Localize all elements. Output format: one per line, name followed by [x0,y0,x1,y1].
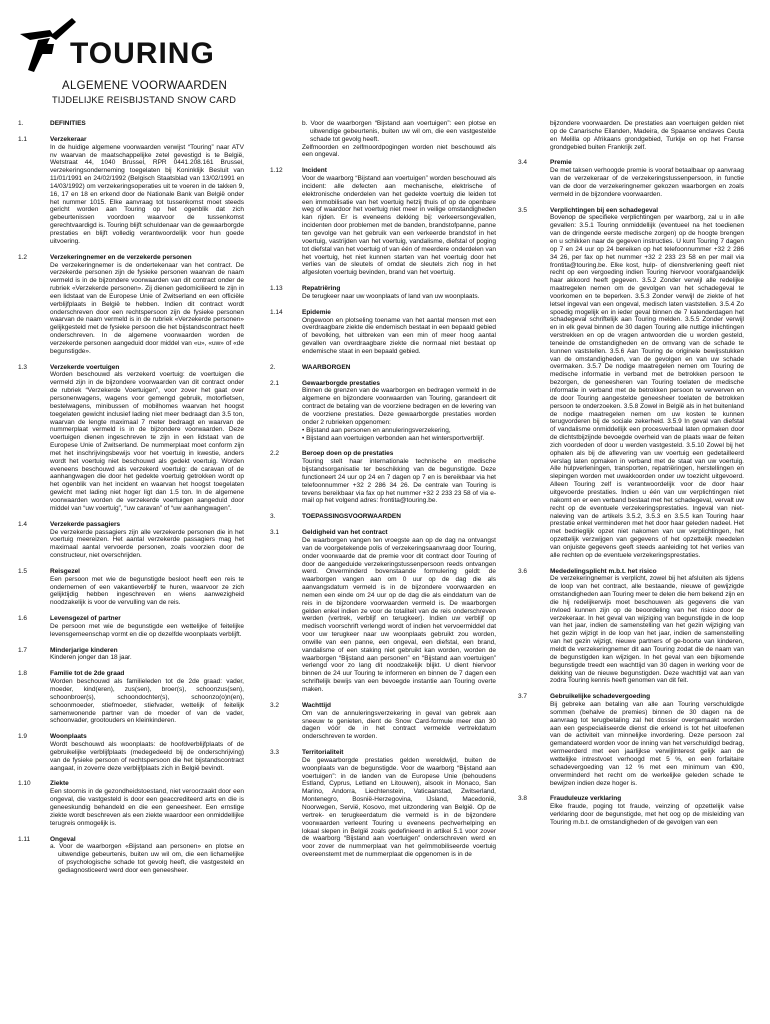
clause-section [18,568,244,607]
clause-title: Geldigheid van het contract [302,529,388,537]
clause-section [270,285,496,301]
clause-section [518,159,744,198]
column-left [18,120,244,883]
column-middle [270,120,496,867]
clause-body: Bij gebreke aan betaling van alle aan Touring verschuldigde sommen (behalve de premies) binnen de 30 dagen na de aanvraag tot terugbetaling zal het dossier overgemaakt worden aan een gespecialiseerde dienst die erkend is tot het uitoefenen van de activiteit van minnelijke invordering. Deze persoon zal gemandateerd worden voor de inning van het verschuldigd bedrag, vermeerderd met een jaarlijkse verwijlinterest gelijk aan de wettelijke intrestvoet verhoogd met 5 %, en een forfaitaire schadevergoeding van 12 % met een minimum van €90, onverminderd het recht om de werkelijke geleden schade te bewijzen indien deze hoger is. [550,701,744,787]
clause-title: Territorialiteit [302,749,344,757]
clause-body: Zelfmoorden en zelfmoordpogingen worden niet beschouwd als een ongeval. [302,143,496,159]
clause-title: Verzekeringnemer en de verzekerde personen [50,253,192,261]
clause-title: Minderjarige kinderen [50,646,118,654]
clause-section [270,702,496,741]
clause-number: 1. [18,120,24,127]
clause-section [18,521,244,560]
clause-body: De gewaarborgde prestaties gelden wereldwijd, buiten de woonplaats van de begunstigde. Voor de waarborg “Bijstand aan voertuigen”: in de landen van de Europese Unie (behoudens Estland, Cyprus, Letland en Litouwen), alsook in Monaco, San Marino, Andorra, Liechtenstein, Vaticaanstad, Zwitserland, Montenegro, Bosnië-Herzegovina, IJsland, Macedonië, Noorwegen, Servië, Kosovo, met uitzondering van België. Op de vertrek- en terugkeerdatum die vermeld is in de bijzondere voorwaarden verleent Touring u eveneens pechverhelping en lokaal slepen in België zoals gedefinieerd in artikel 5.1 voor zover de waarborg “Bijstand aan voertuigen” onderschreven werd en voor zover de nummerplaat van het geïmmobiliseerde voertuig overeenstemt met de nummerplaat die opgenomen is in de [302,756,496,859]
clause-body: Wordt beschouwd als woonplaats: de hoofdverblijfplaats of de gebruikelijke verblijfplaats (medegedeeld bij de onderschrijving) van de fysieke persoon of rechtspersoon die het bijstandscontract aangaat, in zoverre deze verblijfplaats zich in België bevindt. [50,741,244,772]
clause-body: Ongewoon en plotseling toename van het aantal mensen met een overdraagbare ziekte die endemisch bestaat in een bepaald gebied of bevolking, het uitbreken van een min of meer hoog aantal gevallen van overdraagbare ziekte die normaal niet bestaat op endemische staat in een bepaald gebied. [302,316,496,355]
clause-section [18,120,244,128]
clause-section [270,529,496,694]
clause-number: 1.1 [18,135,28,143]
clause-title: Verzekerde passagiers [50,520,121,528]
clause-title: Gewaarborgde prestaties [302,379,381,387]
clause-number: 3.4 [518,159,528,167]
clause-section [18,836,244,875]
clause-number: 1.9 [18,733,28,741]
clause-title: Verzekerde voertuigen [50,363,120,371]
clause-body: Voor de waarborg “Bijstand aan voertuigen” worden beschouwd als incident: alle defecten aan mechanische, elektrische of elektronische onderdelen van het gedekte voertuig die leiden tot een immobilisatie van het voertuig hetzij thuis of op de openbare weg of waardoor het voertuig niet meer in veilige omstandigheden kan rijden. Er is eveneens dekking bij: verkeersongevallen, incidenten door problemen met de banden, brandstofpanne, panne ten gevolge van het gebruik van een verkeerde brandstof in het voertuig, vastrijden van het voertuig, vandalisme, diefstal of poging tot diefstal van het voertuig of van één of meerdere onderdelen van het voertuig, het niet kunnen starten van het voertuig door het verlies van de sleutels of omdat de sleutels zich nog in het afgesloten voertuig bevinden, brand van het voertuig. [302,175,496,277]
clause-body: Elke fraude, poging tot fraude, veinzing of opzettelijk valse verklaring door de begunstigde, met het oog op de misleiding van Touring m.b.t. de omstandigheden of de gevolgen van een [550,803,744,826]
clause-section [518,693,744,787]
clause-title: Verplichtingen bij een schadegeval [550,206,659,214]
clause-number: 2. [270,363,276,371]
clause-title: TOEPASSINGSVOORWAARDEN [302,513,401,521]
clause-body: Binnen de grenzen van de waarborgen en bedragen vermeld in de algemene en bijzondere voorwaarden van Touring, garandeert dit contract de betaling van de voorziene bedragen en de levering van de voorziene prestaties. Deze gewaarborgde prestaties worden onder 2 rubrieken opgenomen: [302,387,496,426]
clause-title: WAARBORGEN [302,363,351,371]
clause-title: Gebruikelijke schadevergoeding [550,693,651,701]
clause-section [518,207,744,560]
clause-section [518,795,744,826]
clause-section [270,309,496,356]
clause-section [18,615,244,639]
clause-title: Ongeval [50,835,76,843]
clause-title: Epidemie [302,308,331,316]
clause-body: De met taksen verhoogde premie is vooraf betaalbaar op aanvraag van de verzekeraar of de verzekeringstussenpersoon, in functie van de door de verzekeringnemer gekozen waarborgen en zoals vermeld in de bijzondere voorwaarden. [550,167,744,198]
clause-body: Touring stelt haar internationale technische en medische bijstandsorganisatie ter beschikking van de begunstigde. Deze functioneert 24 uur op 24 en 7 dagen op 7 en is bereikbaar via het telefoonnummer +32 2 286 34 26. De centrale van Touring is tevens bereikbaar via fax op het nummer +32 2 233 23 58 of via e-mail op het volgend adres: frontita@touring.be. [302,458,496,505]
clause-section [270,167,496,277]
page-subtitle: TIJDELIJKE REISBIJSTAND SNOW CARD [52,95,237,105]
clause-number: 3.5 [518,206,528,214]
clause-number: 2.2 [270,450,280,458]
touring-logo-mark-icon [16,14,76,74]
clause-number: 1.2 [18,253,28,261]
clause-number: 1.4 [18,520,28,528]
clause-body: Om van de annuleringsverzekering in geval van gebrek aan sneeuw te genieten, dient de Snow Card-formule meer dan 30 dagen vóór de in het contract vermelde vertrekdatum onderschreven te worden. [302,709,496,741]
clause-number: 3.7 [518,693,528,701]
clause-number: 1.8 [18,670,28,678]
clause-number: 3.6 [518,567,528,575]
clause-body: De verzekeringnemer is de ondertekenaar van het contract. De verzekerde personen zijn de fysieke personen waarvan de naam vermeld is in de bijzondere voorwaarden van dit contract onder de rubriek «Verzekerde personen». Zij dienen gedomicilieerd te zijn in een lidstaat van de Europese Unie of Zwitserland en een officiële verblijfplaats in België te hebben. Indien dit contract wordt onderschreven door een rechtspersoon zijn de fysieke personen waarvan de naam vermeld is in de rubriek «Verzekerde personen» gelijkgesteld met de fysieke persoon die het bijstandscontract heeft onderschreven. In de algemene voorwaarden worden de verzekerde personen aangeduid door middel van «u», «uw» of «de begunstigde». [50,261,244,355]
clause-body: Een persoon met wie de begunstigde besloot heeft een reis te ondernemen of een vakantieverblijf te huren, waarvoor ze zich gelijktijdig hebben ingeschreven en wiens aanwezigheid noodzakelijk is voor de vervulling van de reis. [50,575,244,607]
page-title: ALGEMENE VOORWAARDEN [62,80,228,92]
clause-number: 1.7 [18,646,28,654]
clause-title: Premie [550,159,572,167]
clause-title: Frauduleuze verklaring [550,795,622,803]
clause-number: 2.1 [270,379,280,387]
clause-number: 1.10 [18,780,31,788]
clause-section [18,364,244,513]
clause-section [518,568,744,686]
clause-list-item: b. Voor de waarborgen “Bijstand aan voertuigen”: een plotse en uitwendige gebeurtenis, buiten uw wil om, die een vastgestelde schade tot gevolg heeft. [302,120,496,143]
clause-number: 1.3 [18,363,28,371]
clause-title: Wachttijd [302,701,332,709]
clause-number: 3.3 [270,749,280,757]
clause-section [270,749,496,859]
clause-title: Verzekeraar [50,135,87,143]
clause-body: Worden beschouwd als familieleden tot de 2de graad: vader, moeder, kind(eren), zus(sen), broer(s), schoonzus(sen), schoonbroer(s), schoondochter(s), schoonzo(o)n(en), schoonmoeder, stiefmoeder, stiefvader, wettelijk of feitelijk samenwonende partner van de moeder of van de vader, schoonvader, grootouders en kleinkinderen. [50,678,244,725]
brand-name: TOURING [70,37,215,70]
clause-section [18,647,244,663]
clause-title: Levensgezel of partner [50,615,121,623]
clause-title: Woonplaats [50,733,87,741]
clause-body: bijzondere voorwaarden. De prestaties aan voertuigen gelden niet op de Canarische Eilanden, Madeira, de Spaanse enclaves Ceuta en Melilla op Afrikaans grondgebied, Turkije en op het Franse grondgebied buiten Frankrijk zelf. [550,120,744,151]
clause-body: Bovenop de specifieke verplichtingen per waarborg, zal u in alle gevallen: 3.5.1 Touring onmiddellijk (eventueel na het toedienen van de dringende eerste medische zorgen) op de hoogte brengen en u schikken naar de gegeven instructies. U kunt Touring 7 dagen op 7 en 24 uur op 24 bereiken op het telefoonnummer +32 2 286 34 26, per fax op het nummer +32 2 233 23 58 en per mail via frontita@touring.be. Elke kost, hulp- of dienstverlening geeft niet recht op een vergoeding indien Touring hiervoor voorafgaandelijk haar akkoord heeft gegeven. 3.5.2 Zonder verwijl alle redelijke maatregelen nemen om de gevolgen van het schadegeval te voorkomen en te beperken. 3.5.3 Zonder verwijl de ziekte of het letsel ingeval van een ongeval, medisch laten vaststellen. 3.5.4 Zo spoedig mogelijk en in ieder geval binnen de 7 kalenderdagen het schadegeval schriftelijk aan Touring melden. 3.5.5 Zonder verwijl en in elk geval binnen de 30 dagen Touring alle nuttige inlichtingen verstrekken en op de vragen antwoorden die u worden gesteld, teneinde de omstandigheden en de omvang van de schade te kunnen vaststellen. 3.5.6 Aan Touring de originele bewijsstukken van de omstandigheden, van de gevolgen en van uw schade overmaken. 3.5.7 De nodige maatregelen nemen om Touring de medische informatie in verband met de betrokken persoon te bezorgen, de geneesheren van Touring toelaten de medische informatie in verband met de betrokken persoon te verwerven en de door Touring aangestelde geneesheer toelaten de betrokken persoon te onderzoeken. 3.5.8 Zowel in België als in het buitenland de nodige maatregelen nemen om uw kosten te kunnen terugvorderen bij de sociale zekerheid. 3.5.9 In geval van diefstal of vandalisme onmiddellijk een procesverbaal laten opmaken door de dichtstbijzijnde bevoegde overheid van de plaats waar de feiten zich voordeden of door u werden vastgesteld. 3.5.10 Zowel bij het ophalen als bij de aflevering van uw voertuig een gedetailleerd verslag laten opmaken in verband met de staat van uw voertuig. Alle hulpverleningen, transporten, repatriëringen, herstellingen en slepingen worden met uwakkoorden onder uw toezicht uitgevoerd. Alleen Touring zelf is verantwoordelijk voor de door haar uitgevoerde prestaties. Indien u één van uw verplichtingen niet nakomt en er een verband bestaat met het schadegeval, vervalt uw recht op de eventuele verzekeringsprestaties. Ingeval van niet-naleving van de artikels 3.5.2, 3.5.3 en 3.5.5 kan Touring haar prestatie enkel verminderen met het door haar geleden nadeel. Het met bedrieglijk opzet niet nakomen van uw verplichtingen, het opzettelijk verzwijgen van gegevens of het opzettelijk meedelen van onjuiste gegevens geeft steeds aanleiding tot het verlies van alle rechten op de eventuele verzekeringsprestaties. [550,214,744,559]
clause-body: Worden beschouwd als verzekerd voertuig: de voertuigen die vermeld zijn in de bijzondere voorwaarden van dit contract onder de rubriek “Verzekerde Voertuigen”, voor zover het gaat over personenwagens, wagens voor gemengd gebruik, motorfietsen, bestelwagens, minibussen of mobilhomes waarvan het hoogst toegelaten gewicht inclusief lading niet meer bedraagt dan 3.5 ton, waarvan de lengte maximaal 7 meter bedraagt en waarvan de nummerplaat vermeld is in de bijzondere voorwaarden. Deze voertuigen dienen ingeschreven te zijn in een lidstaat van de Europese Unie of Zwitserland. De nummerplaat moet conform zijn met het inschrijvingsbewijs voor het voertuig in kwestie, anders wordt het voertuig niet beschouwd als gedekt voertuig. Worden eveneens beschouwd als verzekerd voertuig: de caravan of de aanhangwagen die door het gedekte voertuig getrokken wordt op het ogenblik van het incident en waarvan het hoogst toegelaten gewicht met lading niet hoger ligt dan 1.5 ton. In de algemene voorwaarden worden de verzekerde voertuigen aangeduid door middel van “uw voertuig”, “uw caravan” of “uw aanhangwagen”. [50,371,244,512]
clause-body: In de huidige algemene voorwaarden verwijst “Touring” naar ATV nv waarvan de maatschappelijke zetel gevestigd is te België, Wetstraat 44, 1040 Brussel, RPR 0441.208.161 Brussel, verzekeringsonderneming toegelaten bij Koninklijk Besluit van 11/01/1991 en 24/02/1992 (Belgisch Staatsblad van 13/02/1991 en 14/03/1992) om verzekeringsoperaties uit te voeren in de takken 9, 16, 17 en 18 en erkend door de Nationale Bank van België onder het nummer 1015. Elke aanvraag tot tussenkomst moet steeds gericht worden aan Touring op het ogenblik dat zich gebeurtenissen voordoen waarvoor de tussenkomst gerechtvaardigd is. Touring blijft schuldenaar van de gewaarborgde prestaties en blijft volledig verantwoordelijk voor hun goede uitvoering. [50,143,244,245]
clause-title: Reisgezel [50,567,80,575]
clause-section [18,733,244,772]
clause-section [270,513,496,521]
clause-number: 1.6 [18,615,28,623]
clause-title: Incident [302,167,327,175]
clause-section [270,450,496,505]
clause-section [270,380,496,443]
clause-number: 3.2 [270,701,280,709]
clause-title: Mededelingsplicht m.b.t. het risico [550,567,657,575]
clause-title: Ziekte [50,780,69,788]
touring-logo [16,14,216,76]
clause-body: De waarborgen vangen ten vroegste aan op de dag na ontvangst van de voorgetekende polis of verzekeringsaanvraag door Touring, onder voorwaarde dat de premie voor dit contract door Touring of door de aangeduide verzekeringstussenpersoon reeds ontvangen werd. Onverminderd bovenstaande formulering geldt: de waarborgen vangen aan om 0 uur op de dag die als aanvangsdatum vermeld is in de bijzondere voorwaarden en nemen een einde om 24 uur op de dag die als einddatum van de reis in de bijzondere voorwaarden vermeld is. De waarborgen gelden enkel indien ze voor de totaliteit van de reis onderschreven werden (vertrek, verblijf en terugkeer). Indien uw verblijf op medisch voorschrift verlengd wordt of indien het vervoermiddel dat voor uw terugkeer naar uw woonplaats gebruikt zou worden, onwille van een panne, een ongeval, een diefstal, een brand, vandalisme of een staking niet gebruikt kan worden, worden de waarborgen “Bijstand aan personen” en “Bijstand aan voertuigen” verlengd voor zo lang dit noodzakelijk blijkt. U dient hiervoor binnen de 24 uur Touring te informeren en binnen de 7 dagen een schriftelijk bewijs van een bevoegde instantie aan Touring overte maken. [302,536,496,693]
clause-number: 1.12 [270,167,283,175]
clause-body: De persoon met wie de begunstigde een wettelijke of feitelijke levensgemeenschap vormt en die op dezelfde woonplaats verblijft. [50,622,244,638]
clause-title: Beroep doen op de prestaties [302,450,394,458]
clause-title: DEFINITIES [50,120,86,127]
clause-section [18,670,244,725]
clause-body: De verzekerde passagiers zijn alle verzekerde personen die in het voertuig meereizen. Het aantal verzekerde passagiers mag het maximaal aantal vervoerde personen, zoals voorzien door de constructeur, niet overschrijden. [50,528,244,560]
clause-body: Een stoornis in de gezondheidstoestand, niet veroorzaakt door een ongeval, die vastgesteld is door een geaccrediteerd arts en die is geneeskundig behandeld en die een geneesheer. Een ernstige ziekte wordt beschreven als een ziekte waardoor een onmiddellijke terugreis onmogelijk is. [50,788,244,827]
clause-number: 3.1 [270,529,280,537]
clause-body: Kinderen jonger dan 18 jaar. [50,654,132,662]
clause-section [18,136,244,246]
clause-body: De terugkeer naar uw woonplaats of land van uw woonplaats. [302,292,480,300]
clause-section [270,120,496,159]
clause-title: Familie tot de 2de graad [50,670,125,678]
clause-number: 1.11 [18,835,31,843]
clause-number: 3. [270,513,276,521]
clause-number: 1.5 [18,567,28,575]
clause-list-item: a. Voor de waarborgen «Bijstand aan personen» en plotse en uitwendige gebeurtenis, buiten uw wil om, die een lichamelijke of psychologische schade tot gevolg heeft, die vastgesteld en gediagnosticeerd werd door een geneesheer. [50,843,244,874]
clause-list-item: • Bijstand aan voertuigen verbonden aan het wintersportverblijf. [302,434,485,442]
clause-section [18,254,244,356]
clause-section [18,780,244,827]
clause-body: De verzekeringnemer is verplicht, zowel bij het afsluiten als tijdens de loop van het contract, alle bestaande, nieuwe of gewijzigde omstandigheden aan Touring meer te delen die hem bekend zijn en die hij redelijkerwijs moet beschouwen als gegevens die van invloed kunnen zijn op de beoordeling van het risico door de verzekeraar. In het geval van wijziging van begunstigde in de loop van het jaar, indien de samenstelling van het gezin wijziging van het gezin wijzigt in de loop van het jaar, indien de samenstelling van het gezin wijzigt, nieuwe partners of ge-boorte van kinderen, meldt de verzekeringnemer dit aan Touring zodat die de naam van de begunstigden kan wijzigen. In het geval van een bijkomende begunstigde treedt een wachttijd van 30 dagen in werking voor de dekking van de nieuwe begunstigden. Deze wachttijd vat aan van zodra Touring kennis heeft genomen van dit feit. [550,575,744,685]
clause-title: Repatriëring [302,285,341,293]
clause-number: 1.13 [270,285,283,293]
clause-number: 3.8 [518,795,528,803]
column-right [518,120,744,835]
clause-section [518,120,744,151]
clause-number: 1.14 [270,308,283,316]
clause-section [270,364,496,372]
clause-list-item: • Bijstand aan personen en annuleringsverzekering, [302,426,451,434]
